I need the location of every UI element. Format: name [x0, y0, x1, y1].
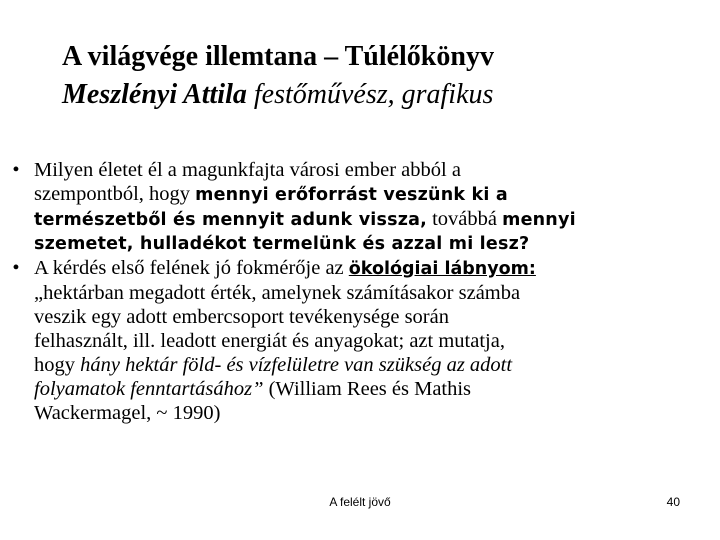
italic-text: hány hektár föld- és vízfelületre van szükség az adott	[80, 354, 513, 376]
text-run: továbbá	[426, 208, 503, 230]
text-run: (William Rees és Mathis	[263, 378, 472, 400]
bullet-item	[6, 256, 626, 425]
bullet-text-line	[34, 182, 626, 207]
slide-subtitle	[62, 76, 702, 114]
bullet-item	[6, 158, 626, 256]
italic-text: folyamatok fenntartásához”	[34, 378, 264, 400]
bullet-text-line	[34, 353, 626, 377]
bullet-text-line: felhasznált, ill. leadott energiát és anyagokat; azt mutatja,	[34, 330, 505, 352]
emphasis-text: természetből és mennyit adunk vissza,	[34, 210, 427, 230]
bullet-text-line	[34, 256, 626, 281]
text-run: A kérdés első felének jó fokmérője az	[34, 257, 349, 279]
emphasis-text: szemetet, hulladékot termelünk és azzal mi lesz?	[34, 234, 530, 254]
bullet-text-line: „hektárban megadott érték, amelynek számításakor számba	[34, 282, 521, 304]
bullet-text-line	[34, 377, 626, 401]
author-role: festőművész, grafikus	[246, 79, 494, 110]
key-term: ökológiai lábnyom:	[348, 259, 536, 279]
footer-text: A felélt jövő	[329, 495, 391, 509]
text-run: hogy	[34, 354, 81, 376]
text-run: szempontból, hogy	[34, 183, 196, 205]
page-number: 40	[666, 495, 680, 509]
bullet-list	[6, 158, 626, 425]
author-name: Meszlényi Attila	[62, 79, 247, 110]
bullet-text-line: Wackermagel, ~ 1990)	[34, 402, 221, 424]
bullet-text-line	[34, 207, 626, 232]
title-block	[62, 38, 702, 114]
bullet-marker: •	[12, 257, 20, 279]
bullet-text-line: veszik egy adott embercsoport tevékenysége során	[34, 306, 449, 328]
emphasis-text: mennyi erőforrást veszünk ki a	[195, 185, 508, 205]
bullet-marker: •	[12, 159, 20, 181]
bullet-text-line: Milyen életet él a magunkfajta városi ember abból a	[34, 159, 461, 181]
slide-title: A világvége illemtana – Túlélőkönyv	[62, 41, 494, 72]
emphasis-text: mennyi	[502, 210, 576, 230]
